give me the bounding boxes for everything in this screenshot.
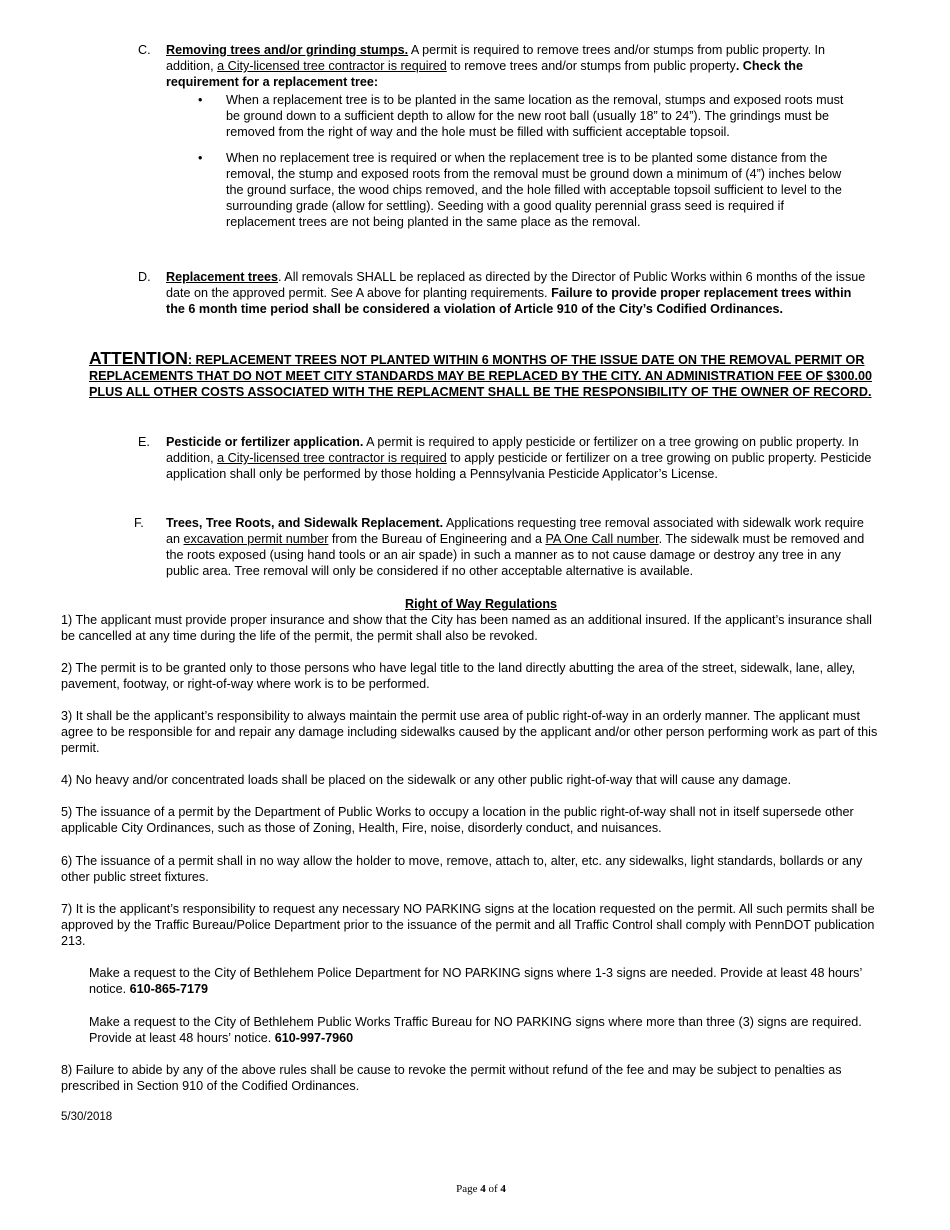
bullet-icon: • <box>198 151 203 165</box>
item-e-heading: Pesticide or fertilizer application. <box>166 435 364 449</box>
rule-3: 3) It shall be the applicant’s responsibility to always maintain the permit use area of public right-of-way in an orderly manner. The applicant must agree to be responsible for and repair any damage including sidewalks caused by the applicant and/or other person performing work as part of this permit. <box>61 709 878 755</box>
footer-page-total: 4 <box>500 1183 506 1195</box>
item-c-letter: C. <box>138 43 151 57</box>
item-c-contractor-note: a City-licensed tree contractor is required <box>217 59 447 73</box>
item-e-text2: to apply pesticide or fertilizer on a tree growing on public property. Pesticide application shall only be performed by those holding a Pennsylvania Pesticide Applicator’s License. <box>166 451 872 481</box>
footer-page-word: Page <box>456 1183 481 1195</box>
item-f-letter: F. <box>134 516 144 530</box>
item-c-text1: A permit is required to remove trees and/or stumps from public property. In addition, <box>166 43 826 73</box>
traffic-request <box>89 1014 879 1046</box>
traffic-request-text: Make a request to the City of Bethlehem Public Works Traffic Bureau for NO PARKING signs where more than three (3) signs are required. Provide at least 48 hours’ notice. <box>89 1015 862 1045</box>
item-f-text3: . The sidewalk must be removed and the roots exposed (using hand tools or an air spade) in such a manner as to not cause damage or destroy any tree in any public area. Tree removal will only be considered if no other acceptable alternative is available. <box>166 532 865 578</box>
item-d-text: . All removals SHALL be replaced as directed by the Director of Public Works within 6 months of the issue date on the approved permit. See A above for planting requirements. <box>166 270 866 300</box>
item-d-letter: D. <box>138 270 151 284</box>
attention-word: ATTENTION <box>89 348 188 368</box>
item-d-bold: Failure to provide proper replacement trees within the 6 month time period shall be considered a violation of Article 910 of the City’s Codified Ordinances. <box>166 286 852 316</box>
rule-4: 4) No heavy and/or concentrated loads shall be placed on the sidewalk or any other public right-of-way that will cause any damage. <box>61 773 792 787</box>
rule-1: 1) The applicant must provide proper insurance and show that the City has been named as an additional insured. If the applicant’s insurance shall be cancelled at any time during the life of the permit, the permit shall also be revoked. <box>61 613 872 643</box>
item-c-bullet-2: When no replacement tree is required or when the replacement tree is to be planted some distance from the removal, the stump and exposed roots from the removal must be ground down a minimum of (4”) inches below the ground surface, the wood chips removed, and the hole filled with acceptable topsoil sufficient to level to the surrounding grade (allow for settling). Seeding with a good quality perennial grass seed is required if replacement trees are not being planted in the same place as the removal. <box>226 151 842 229</box>
attention-text: : REPLACEMENT TREES NOT PLANTED WITHIN 6 MONTHS OF THE ISSUE DATE ON THE REMOVAL PERMIT OR REPLACEMENTS THAT DO NOT MEET CITY STANDARDS MAY BE REPLACED BY THE CITY. AN ADMINISTRATION FEE OF $300.00 PLUS ALL OTHER COSTS ASSOCIATED WITH THE REPLACMENT SHALL BE THE RESPONSIBILITY OF THE OWNER OF RECORD. <box>89 353 872 399</box>
item-c-body <box>166 42 872 90</box>
list-item <box>194 92 854 140</box>
rule-7: 7) It is the applicant’s responsibility to request any necessary NO PARKING signs at the location requested on the permit. All such permits shall be approved by the Traffic Bureau/Police Department prior to the issuance of the permit and all Traffic Control shall comply with PennDOT publication 213. <box>61 902 875 948</box>
rule-8: 8) Failure to abide by any of the above rules shall be cause to revoke the permit without refund of the fee and may be subject to penalties as prescribed in Section 910 of the Codified Ordinances. <box>61 1063 842 1093</box>
item-f-text2: from the Bureau of Engineering and a <box>328 532 546 546</box>
footer-of-word: of <box>485 1183 501 1195</box>
police-phone: 610-865-7179 <box>129 982 209 996</box>
item-c-bullet-1: When a replacement tree is to be planted in the same location as the removal, stumps and exposed roots must be ground down to a sufficient depth to allow for the new root ball (usually 18” to 24”). The grindings must be removed from the right of way and the hole must be filled with sufficient acceptable topsoil. <box>226 93 844 139</box>
excavation-permit-note: excavation permit number <box>183 532 329 546</box>
item-e-letter: E. <box>138 435 150 449</box>
item-c-bullet-list <box>194 92 854 230</box>
item-c-bold: . Check the requirement for a replacement tree: <box>166 59 803 89</box>
list-item <box>194 150 854 230</box>
revision-date: 5/30/2018 <box>61 1111 113 1123</box>
item-e-body <box>166 434 872 482</box>
pa-one-call-note: PA One Call number <box>545 532 659 546</box>
police-request-text: Make a request to the City of Bethlehem Police Department for NO PARKING signs where 1-3 signs are needed. Provide at least 48 hours’ notice. <box>89 966 862 996</box>
item-c-heading: Removing trees and/or grinding stumps. <box>166 43 409 57</box>
attention-notice <box>89 350 879 400</box>
item-f-body <box>166 515 872 579</box>
item-d-body <box>166 269 872 317</box>
item-d-heading: Replacement trees <box>166 270 278 284</box>
bullet-icon: • <box>198 93 203 107</box>
rule-6: 6) The issuance of a permit shall in no way allow the holder to move, remove, attach to, alter, etc. any sidewalks, light standards, bollards or any other public street fixtures. <box>61 854 863 884</box>
item-f-heading: Trees, Tree Roots, and Sidewalk Replacement. <box>166 516 444 530</box>
footer-page-number: 4 <box>480 1183 486 1195</box>
rule-5: 5) The issuance of a permit by the Department of Public Works to occupy a location in the public right-of-way shall not in itself supersede other applicable City Ordinances, such as those of Zoning, Health, Fire, noise, disorderly conduct, and nuisances. <box>61 805 854 835</box>
item-f-text1: Applications requesting tree removal associated with sidewalk work require an <box>166 516 864 546</box>
item-c-text2: to remove trees and/or stumps from public property <box>446 59 736 73</box>
police-request <box>89 965 879 997</box>
traffic-phone: 610-997-7960 <box>274 1031 354 1045</box>
section-heading: Right of Way Regulations <box>404 597 558 611</box>
rule-2: 2) The permit is to be granted only to those persons who have legal title to the land directly abutting the area of the street, sidewalk, lane, alley, pavement, footway, or right-of-way where work is to be performed. <box>61 661 856 691</box>
page-footer <box>0 1181 950 1197</box>
item-e-contractor-note: a City-licensed tree contractor is required <box>217 451 447 465</box>
item-e-text1: A permit is required to apply pesticide or fertilizer on a tree growing on public property. In addition, <box>166 435 859 465</box>
